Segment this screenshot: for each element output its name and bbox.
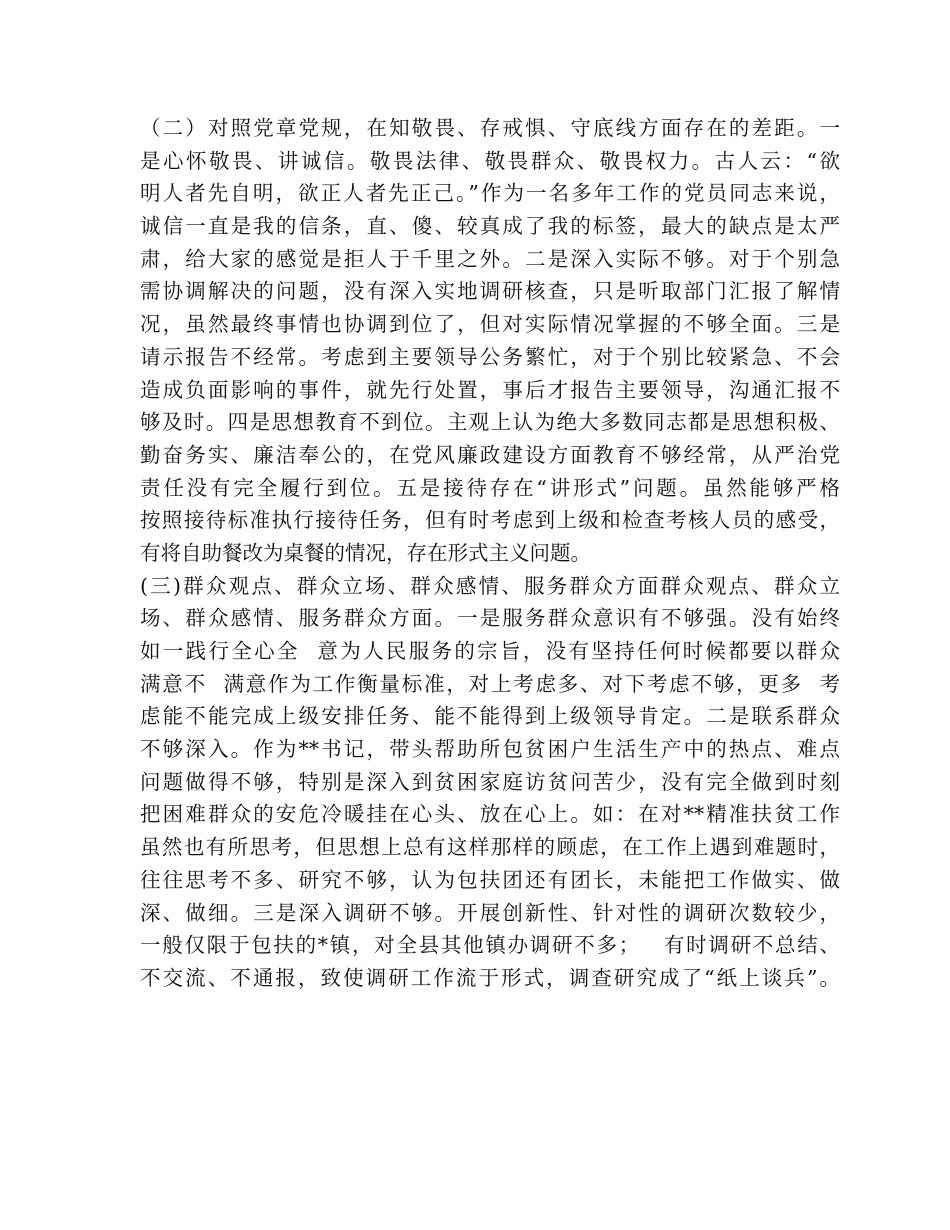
text-line: 问题做得不够，特别是深入到贫困家庭访贫问苦少，没有完全做到时刻 — [140, 769, 840, 794]
document-body — [140, 112, 840, 995]
text-line: 虽然也有所思考，但思想上总有这样那样的顾虑，在工作上遇到难题时， — [140, 835, 840, 860]
text-line: 况，虽然最终事情也协调到位了，但对实际情况掌握的不够全面。三是 — [140, 312, 840, 337]
text-line: 一般仅限于包扶的*镇，对全县其他镇办调研不多； 有时调研不总结、 — [140, 933, 840, 958]
text-line: 责任没有完全履行到位。五是接待存在“讲形式”问题。虽然能够严格 — [140, 475, 840, 500]
text-line: 诚信一直是我的信条，直、傻、较真成了我的标签，最大的缺点是太严 — [140, 214, 840, 239]
text-line: 够及时。四是思想教育不到位。主观上认为绝大多数同志都是思想积极、 — [140, 410, 840, 435]
text-line: 不够深入。作为**书记，带头帮助所包贫困户生活生产中的热点、难点 — [140, 737, 840, 762]
text-line: 肃，给大家的感觉是拒人于千里之外。二是深入实际不够。对于个别急 — [140, 246, 840, 271]
text-line: 造成负面影响的事件，就先行处置，事后才报告主要领导，沟通汇报不 — [140, 377, 840, 402]
text-line: 虑能不能完成上级安排任务、能不能得到上级领导肯定。二是联系群众 — [140, 704, 840, 729]
text-line: 按照接待标准执行接待任务，但有时考虑到上级和检查考核人员的感受， — [140, 508, 840, 533]
text-line: 把困难群众的安危冷暖挂在心头、放在心上。如：在对**精准扶贫工作 — [140, 802, 840, 827]
text-line: 明人者先自明，欲正人者先正己。”作为一名多年工作的党员同志来说， — [140, 181, 840, 206]
text-line: 如一践行全心全 意为人民服务的宗旨，没有坚持任何时候都要以群众 — [140, 639, 840, 663]
text-line: 是心怀敬畏、讲诚信。敬畏法律、敬畏群众、敬畏权力。古人云：“欲 — [140, 148, 840, 173]
text-line: 满意不 满意作为工作衡量标准，对上考虑多、对下考虑不够，更多 考 — [140, 671, 840, 696]
text-line: (三)群众观点、群众立场、群众感情、服务群众方面群众观点、群众立 — [140, 573, 840, 598]
text-line: 有将自助餐改为桌餐的情况，存在形式主义问题。 — [140, 540, 591, 565]
text-line: 场、群众感情、服务群众方面。一是服务群众意识有不够强。没有始终 — [140, 606, 840, 631]
text-line: 不交流、不通报，致使调研工作流于形式，调查研究成了“纸上谈兵”。 — [140, 965, 840, 990]
text-line: 深、做细。三是深入调研不够。开展创新性、针对性的调研次数较少， — [140, 900, 840, 925]
text-line: 请示报告不经常。考虑到主要领导公务繁忙，对于个别比较紧急、不会 — [140, 344, 840, 369]
text-line: 需协调解决的问题，没有深入实地调研核查，只是听取部门汇报了解情 — [140, 279, 840, 304]
text-line: （二）对照党章党规，在知敬畏、存戒惧、守底线方面存在的差距。一 — [140, 116, 840, 140]
text-line: 勤奋务实、廉洁奉公的，在党风廉政建设方面教育不够经常，从严治党 — [140, 442, 840, 467]
text-line: 往往思考不多、研究不够，认为包扶团还有团长，未能把工作做实、做 — [140, 867, 840, 892]
